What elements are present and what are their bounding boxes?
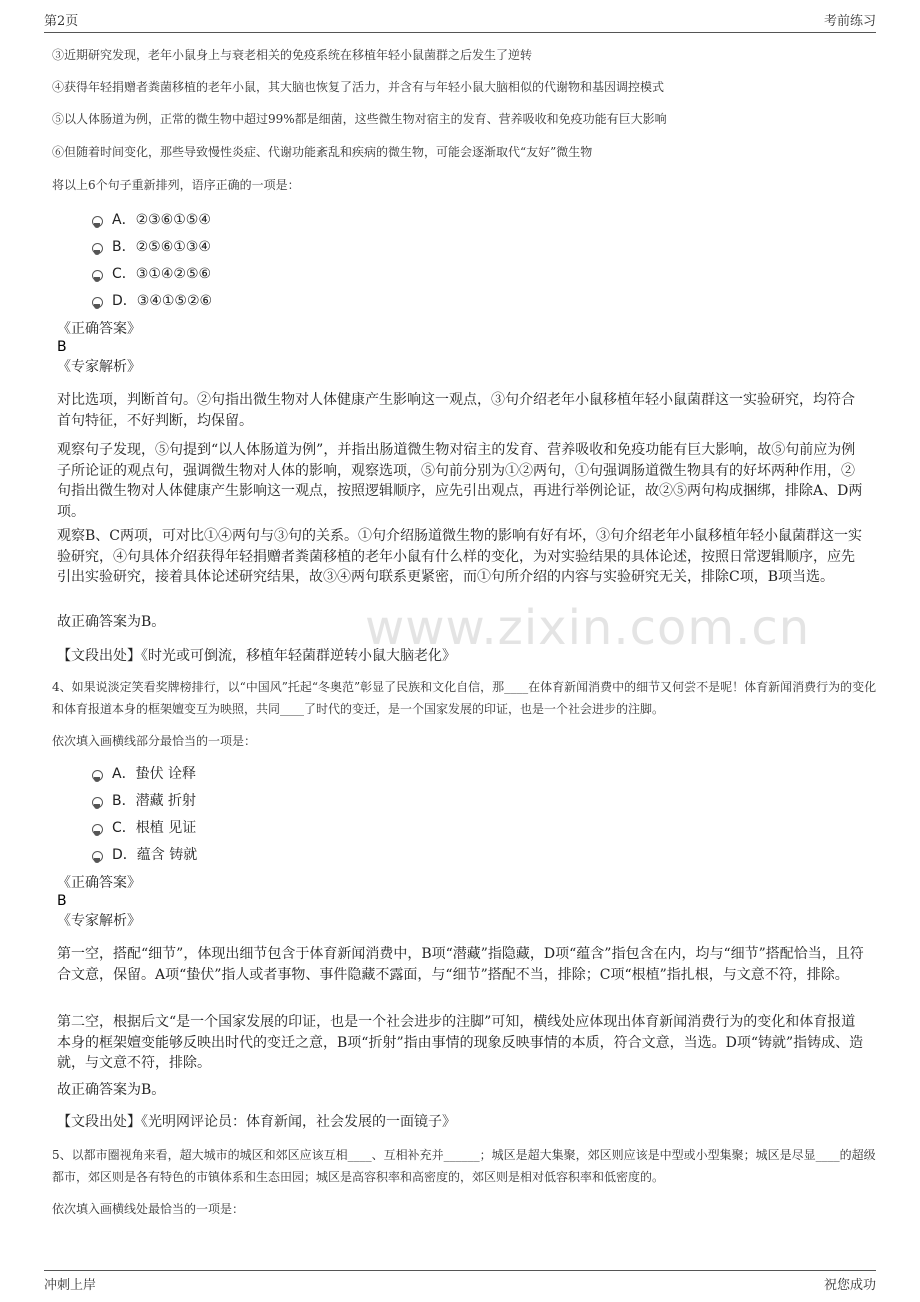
- radio-icon[interactable]: [92, 851, 103, 862]
- option-label: D．蕴含 铸就: [112, 847, 198, 863]
- q4-prompt: 依次填入画横线部分最恰当的一项是：: [52, 734, 257, 748]
- q3-option-a[interactable]: [92, 210, 211, 230]
- option-label: B．②⑤⑥①③④: [112, 239, 211, 255]
- q3-answer-label: 《正确答案》: [57, 321, 141, 337]
- option-label: A．②③⑥①⑤④: [112, 212, 211, 228]
- q4-analysis-label: 《专家解析》: [57, 913, 141, 929]
- header-title: 考前练习: [823, 14, 876, 29]
- radio-icon[interactable]: [92, 770, 103, 781]
- q4-option-b[interactable]: [92, 791, 196, 811]
- q3-source: 【文段出处】《时光或可倒流，移植年轻菌群逆转小鼠大脑老化》: [57, 648, 456, 664]
- page-footer: [44, 1270, 876, 1293]
- option-label: D．③④①⑤②⑥: [112, 293, 213, 309]
- watermark: www.zixin.com.cn: [365, 600, 811, 656]
- q3-answer: B: [57, 339, 67, 355]
- q3-sentence-5: ⑤以人体肠道为例，正常的微生物中超过99%都是细菌，这些微生物对宿主的发育、营养吸收和免疫功能有巨大影响: [52, 112, 667, 126]
- q4-analysis-para-1: 第一空，搭配“细节”，体现出细节包含于体育新闻消费中，B项“潜藏”指隐藏，D项“蕴含”指包含在内，均与“细节”搭配恰当，且符合文意，保留。A项“蛰伏”指人或者事物、事件隐藏不露面，与“细节”搭配不当，排除；C项“根植”指扎根，与文意不符，排除。: [57, 946, 864, 983]
- q4-source: 【文段出处】《光明网评论员：体育新闻，社会发展的一面镜子》: [57, 1114, 456, 1130]
- q5-prompt: 依次填入画横线处最恰当的一项是：: [52, 1202, 245, 1216]
- radio-icon[interactable]: [92, 297, 103, 308]
- q4-analysis-para-3: 故正确答案为B。: [57, 1082, 166, 1098]
- option-label: C．③①④②⑤⑥: [112, 266, 212, 282]
- page-header: [44, 10, 876, 33]
- q3-sentence-3: ③近期研究发现，老年小鼠身上与衰老相关的免疫系统在移植年轻小鼠菌群之后发生了逆转: [52, 48, 533, 62]
- q3-analysis-para-3: 观察B、C两项，可对比①④两句与③句的关系。①句介绍肠道微生物的影响有好有坏，③句介绍老年小鼠移植年轻小鼠菌群这一实验研究，④句具体介绍获得年轻捐赠者粪菌移植的老年小鼠有什么样的变化，为对实验结果的具体论述，按照日常逻辑顺序，应先引出实验研究，接着具体论述研究结果，故③④两句联系更紧密，而①句所介绍的内容与实验研究无关，排除C项，B项当选。: [57, 528, 862, 585]
- q3-option-c[interactable]: [92, 264, 211, 284]
- footer-left: 冲刺上岸: [44, 1278, 97, 1293]
- radio-icon[interactable]: [92, 270, 103, 281]
- q4-option-c[interactable]: [92, 818, 196, 838]
- option-label: A．蛰伏 诠释: [112, 766, 197, 782]
- q3-option-d[interactable]: [92, 291, 212, 311]
- radio-icon[interactable]: [92, 243, 103, 254]
- q4-option-a[interactable]: [92, 764, 196, 784]
- q4-answer-label: 《正确答案》: [57, 875, 141, 891]
- q3-prompt: 将以上6个句子重新排列，语序正确的一项是：: [52, 178, 300, 192]
- option-label: B．潜藏 折射: [112, 793, 197, 809]
- option-label: C．根植 见证: [112, 820, 197, 836]
- radio-icon[interactable]: [92, 216, 103, 227]
- q3-option-b[interactable]: [92, 237, 211, 257]
- q3-analysis-para-4: 故正确答案为B。: [57, 614, 166, 630]
- q4-stem: 4、如果说淡定笑看奖牌榜排行，以“中国风”托起“冬奥范”彰显了民族和文化自信，那____在体育新闻消费中的细节又何尝不是呢！体育新闻消费行为的变化和体育报道本身的框架嬗变互为映照，共同____了时代的变迁，是一个国家发展的印证，也是一个社会进步的注脚。: [52, 680, 877, 716]
- radio-icon[interactable]: [92, 824, 103, 835]
- radio-icon[interactable]: [92, 797, 103, 808]
- q5-stem: 5、以都市圈视角来看，超大城市的城区和郊区应该互相____、互相补充并______；城区是超大集聚，郊区则应该是中型或小型集聚；城区是尽显____的超级都市，郊区则是各有特色的市镇体系和生态田园；城区是高容积率和高密度的，郊区则是相对低容积率和低密度的。: [52, 1148, 876, 1184]
- q4-option-d[interactable]: [92, 845, 197, 865]
- q3-analysis-label: 《专家解析》: [57, 359, 141, 375]
- q4-analysis-para-2: 第二空，根据后文“是一个国家发展的印证，也是一个社会进步的注脚”可知，横线处应体现出体育新闻消费行为的变化和体育报道本身的框架嬗变能够反映出时代的变迁之意，B项“折射”指由事情的现象反映事情的本质，符合文意，当选。D项“铸就”指铸成、造就，与文意不符，排除。: [57, 1014, 864, 1071]
- page-number: 第2页: [44, 14, 79, 29]
- q4-answer: B: [57, 893, 67, 909]
- q3-sentence-6: ⑥但随着时间变化，那些导致慢性炎症、代谢功能紊乱和疾病的微生物，可能会逐渐取代“友好”微生物: [52, 145, 593, 159]
- q3-sentence-4: ④获得年轻捐赠者粪菌移植的老年小鼠，其大脑也恢复了活力，并含有与年轻小鼠大脑相似的代谢物和基因调控模式: [52, 80, 665, 94]
- footer-right: 祝您成功: [823, 1278, 876, 1293]
- q3-analysis-para-2: 观察句子发现，⑤句提到“以人体肠道为例”，并指出肠道微生物对宿主的发育、营养吸收和免疫功能有巨大影响，故⑤句前应为例子所论证的观点句，强调微生物对人体的影响，观察选项，⑤句前分别为①②两句，①句强调肠道微生物具有的好坏两种作用，②句指出微生物对人体健康产生影响这一观点，按照逻辑顺序，应先引出观点，再进行举例论证，故②⑤两句构成捆绑，排除A、D两项。: [57, 442, 863, 520]
- q3-analysis-para-1: 对比选项，判断首句。②句指出微生物对人体健康产生影响这一观点，③句介绍老年小鼠移植年轻小鼠菌群这一实验研究，均符合首句特征，不好判断，均保留。: [57, 392, 855, 429]
